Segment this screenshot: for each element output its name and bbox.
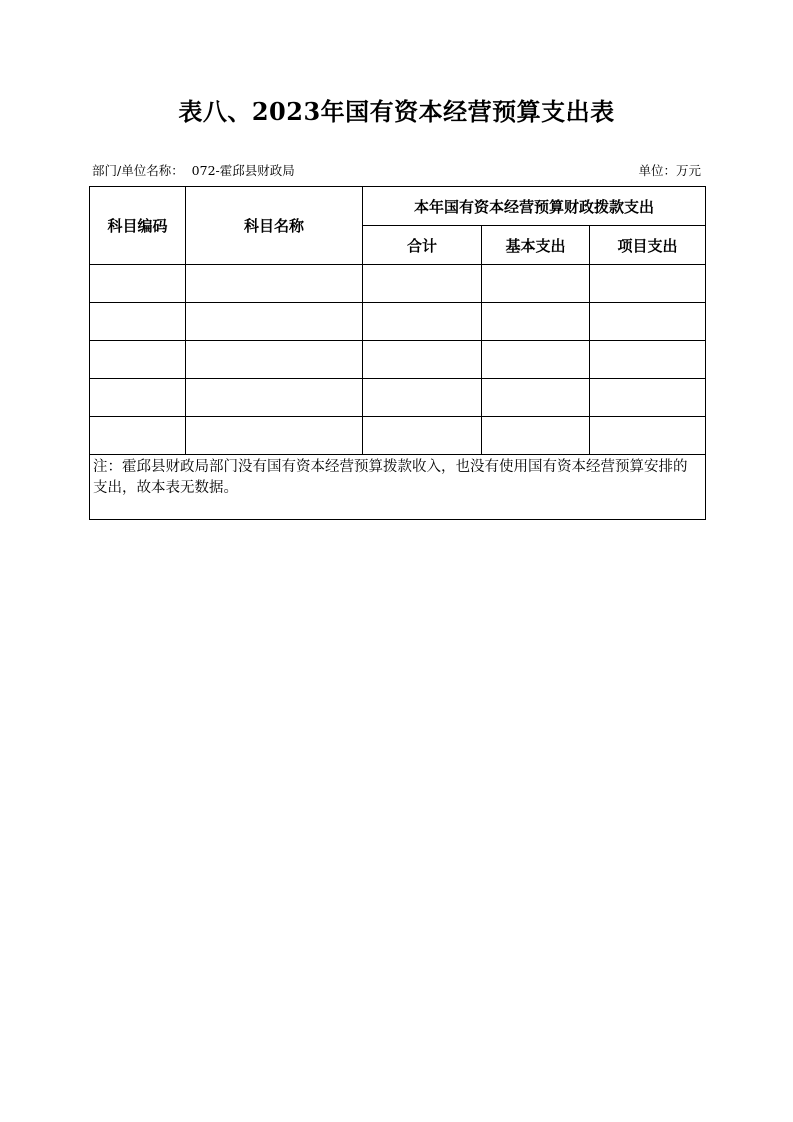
table-row xyxy=(90,417,706,455)
table-cell xyxy=(186,379,363,417)
table-cell xyxy=(482,379,590,417)
budget-table xyxy=(89,186,706,520)
table-cell xyxy=(363,417,482,455)
table-cell xyxy=(590,265,706,303)
department-info xyxy=(92,161,295,179)
table-cell xyxy=(482,341,590,379)
table-cell xyxy=(363,341,482,379)
table-note: 注：霍邱县财政局部门没有国有资本经营预算拨款收入，也没有使用国有资本经营预算安排的支出，故本表无数据。 xyxy=(90,455,706,520)
table-cell xyxy=(482,417,590,455)
table-cell xyxy=(90,341,186,379)
table-cell xyxy=(590,303,706,341)
table-cell xyxy=(186,265,363,303)
department-value: 072-霍邱县财政局 xyxy=(191,163,295,178)
table-cell xyxy=(90,417,186,455)
table-row xyxy=(90,379,706,417)
header-subject-code: 科目编码 xyxy=(90,187,186,265)
table-cell xyxy=(186,417,363,455)
header-subject-name: 科目名称 xyxy=(186,187,363,265)
table-cell xyxy=(186,341,363,379)
table-cell xyxy=(363,303,482,341)
table-cell xyxy=(482,265,590,303)
table-row xyxy=(90,341,706,379)
header-total: 合计 xyxy=(363,226,482,265)
header-row-1 xyxy=(90,187,706,226)
department-label: 部门/单位名称： xyxy=(92,163,184,178)
header-basic-expenditure: 基本支出 xyxy=(482,226,590,265)
table-cell xyxy=(590,417,706,455)
table-row xyxy=(90,265,706,303)
note-row xyxy=(90,455,706,520)
table-cell xyxy=(186,303,363,341)
table-cell xyxy=(590,379,706,417)
table-cell xyxy=(90,265,186,303)
table-cell xyxy=(90,303,186,341)
table-cell xyxy=(363,265,482,303)
table-cell xyxy=(363,379,482,417)
table-cell xyxy=(482,303,590,341)
table-row xyxy=(90,303,706,341)
table-cell xyxy=(590,341,706,379)
unit-label: 单位：万元 xyxy=(638,163,701,178)
table-cell xyxy=(90,379,186,417)
header-appropriation-group: 本年国有资本经营预算财政拨款支出 xyxy=(363,187,706,226)
header-project-expenditure: 项目支出 xyxy=(590,226,706,265)
page-title: 表八、2023年国有资本经营预算支出表 xyxy=(178,97,615,126)
